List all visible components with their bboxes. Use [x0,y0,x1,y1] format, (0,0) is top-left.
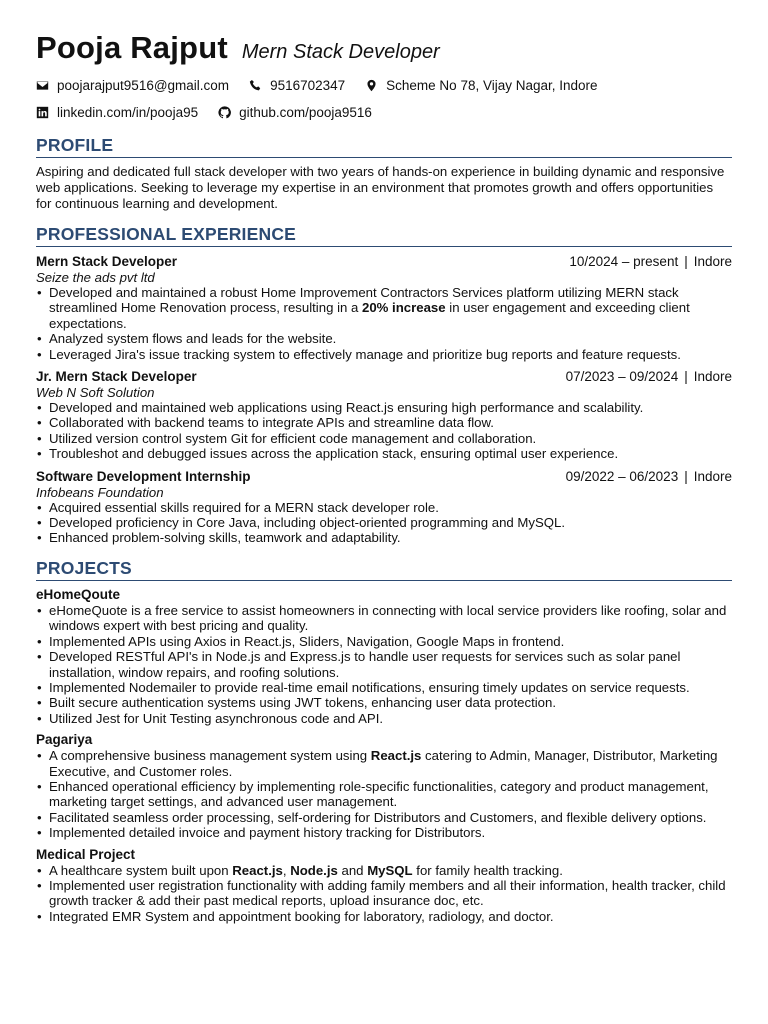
contact-address [365,74,597,96]
list-item: • Collaborated with backend teams to integrate APIs and streamline data flow. [36,415,732,430]
candidate-name: Pooja Rajput [36,30,228,65]
profile-text: Aspiring and dedicated full stack developer with two years of hands-on experience in building dynamic and responsive web applications. Seeking to leverage my expertise in an environment that promotes growth and offers opportunities for continuous learning and development. [36,164,725,211]
list-item: • A comprehensive business management system using React.js catering to Admin, Manager, Distributor, Marketing Executive, and Customer roles. [36,748,732,779]
list-item: • Implemented detailed invoice and payment history tracking for Distributors. [36,825,732,840]
separator: | [684,369,688,385]
job-company: Infobeans Foundation [36,484,164,500]
job-title: Mern Stack Developer [36,254,178,269]
list-item: • Integrated EMR System and appointment booking for laboratory, radiology, and doctor. [36,909,732,924]
contact-phone[interactable] [249,74,345,96]
list-item: • Developed proficiency in Core Java, including object-oriented programming and MySQL. [36,515,732,530]
location-pin-icon [365,79,378,92]
job-entry [36,469,732,546]
list-item: • Enhanced problem-solving skills, teamwork and adaptability. [36,530,732,545]
job-location: Indore [693,254,732,269]
list-item: • Enhanced operational efficiency by implementing role-specific functionalities, category and product management, marketing target settings, and advanced user management. [36,779,732,810]
list-item: • Implemented user registration functionality with adding family members and all their information, health tracker, child growth tracker & add their past medical reports, upload insurance doc, etc. [36,878,732,909]
project-bullets [36,748,732,840]
project-entry [36,587,732,726]
list-item: • Acquired essential skills required for a MERN stack developer role. [36,500,732,515]
contact-row-1 [36,74,732,96]
list-item: • Developed RESTful API's in Node.js and Express.js to handle user requests for services such as solar panel installation, window repairs, and roofing solutions. [36,649,732,680]
linkedin-text: linkedin.com/in/pooja95 [57,104,199,120]
list-item: • Developed and maintained web applications using React.js ensuring high performance and scalability. [36,400,732,415]
candidate-role: Mern Stack Developer [241,41,440,63]
contact-row-2 [36,101,732,123]
github-icon [218,106,231,119]
job-bullets [36,400,732,462]
job-dates: 09/2022 – 06/2023 [565,468,679,484]
job-location: Indore [693,468,732,484]
list-item: • eHomeQuote is a free service to assist homeowners in connecting with local service providers like roofing, solar and windows expert with best pricing and quality. [36,603,732,634]
list-item: • Utilized Jest for Unit Testing asynchronous code and API. [36,711,732,726]
project-entry [36,847,732,925]
address-text: Scheme No 78, Vijay Nagar, Indore [386,77,598,93]
job-title: Software Development Internship [36,468,251,484]
profile-heading: PROFILE [36,135,732,158]
job-location: Indore [693,369,732,385]
contact-github[interactable] [218,101,372,123]
list-item: • Implemented APIs using Axios in React.js, Sliders, Navigation, Google Maps in frontend. [36,634,732,649]
header [36,30,732,66]
projects-heading: PROJECTS [36,558,732,581]
project-bullets [36,863,732,925]
job-dates: 07/2023 – 09/2024 [565,369,679,385]
envelope-icon [36,79,49,92]
github-text: github.com/pooja9516 [239,104,372,120]
list-item: • Developed and maintained a robust Home Improvement Contractors Services platform utilizing MERN stack streamlined Home Renovation process, resulting in a 20% increase in user engagement and exceeding client expectations. [36,285,732,331]
phone-text: 9516702347 [270,77,346,93]
job-entry [36,369,732,462]
separator: | [684,468,688,484]
list-item: • Troubleshot and debugged issues across the application stack, ensuring optimal user experience. [36,446,732,461]
list-item: • Leveraged Jira's issue tracking system to effectively manage and prioritize bug reports and feature requests. [36,347,732,362]
list-item: • Analyzed system flows and leads for the website. [36,331,732,346]
job-dates: 10/2024 – present [569,254,679,269]
project-title: Pagariya [36,732,93,748]
project-title: Medical Project [36,846,136,862]
list-item: • Implemented Nodemailer to provide real-time email notifications, ensuring timely updates on service requests. [36,680,732,695]
job-company: Seize the ads pvt ltd [36,270,155,285]
list-item: • Utilized version control system Git for efficient code management and collaboration. [36,431,732,446]
email-text: poojarajput9516@gmail.com [57,77,230,93]
experience-heading: PROFESSIONAL EXPERIENCE [36,224,732,247]
contact-linkedin[interactable] [36,101,198,123]
job-bullets [36,500,732,546]
list-item: • Built secure authentication systems using JWT tokens, enhancing user data protection. [36,695,732,710]
linkedin-icon [36,106,49,119]
list-item: • A healthcare system built upon React.js, Node.js and MySQL for family health tracking. [36,863,732,878]
job-entry [36,254,732,362]
job-bullets [36,285,732,362]
project-title: eHomeQoute [36,586,121,602]
project-entry [36,732,732,840]
phone-icon [249,79,262,92]
contact-email[interactable] [36,74,229,96]
project-bullets [36,603,732,726]
job-company: Web N Soft Solution [36,385,155,401]
list-item: • Facilitated seamless order processing, self-ordering for Distributors and Customers, and flexible delivery options. [36,810,732,825]
separator: | [684,254,688,269]
job-title: Jr. Mern Stack Developer [36,369,197,385]
